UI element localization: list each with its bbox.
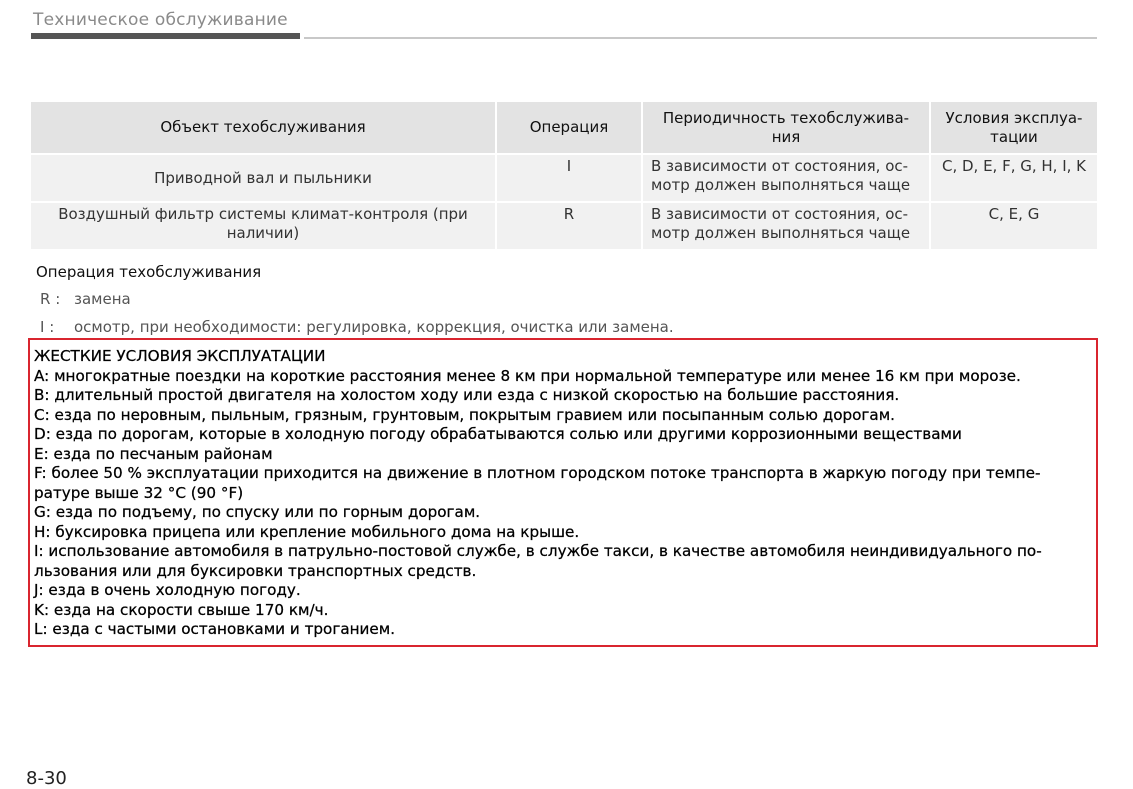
column-header-interval-text: Периодичность техобслужива- ния bbox=[662, 108, 910, 146]
table-row bbox=[31, 202, 1097, 249]
harsh-condition-line: J: езда в очень холодную погоду. bbox=[34, 581, 301, 599]
harsh-condition-line: L: езда с частыми остановками и троганием. bbox=[34, 620, 396, 638]
table-header-row bbox=[31, 102, 1097, 154]
harsh-conditions-box bbox=[28, 338, 1098, 647]
harsh-condition-line: C: езда по неровным, пыльным, грязным, грунтовым, покрытым гравием или посыпанным солью дорогам. bbox=[34, 405, 896, 424]
page-number: 8-30 bbox=[26, 768, 67, 789]
harsh-condition-line: I: использование автомобиля в патрульно-постовой службе, в службе такси, в качестве автомобиля неиндивидуального по- bbox=[34, 542, 1042, 560]
legend-text: осмотр, при необходимости: регулировка, коррекция, очистка или замена. bbox=[74, 318, 674, 336]
harsh-condition-line: ратуре выше 32 °C (90 °F) bbox=[34, 483, 244, 502]
cell-item: Приводной вал и пыльники bbox=[31, 154, 496, 202]
harsh-condition-line: A: многократные поездки на короткие расстояния менее 8 км при нормальной температуре или менее 16 км при морозе. bbox=[34, 366, 1021, 385]
legend-item bbox=[40, 318, 674, 336]
cell-interval-line: мотр должен выполняться чаще bbox=[651, 224, 911, 242]
cell-conditions: C, E, G bbox=[930, 202, 1097, 249]
cell-interval-line: В зависимости от состояния, ос- bbox=[651, 205, 909, 223]
cell-item-line: наличии) bbox=[226, 224, 300, 242]
harsh-conditions-title: ЖЕСТКИЕ УСЛОВИЯ ЭКСПЛУАТАЦИИ bbox=[34, 347, 326, 365]
cell-interval-line: мотр должен выполняться чаще bbox=[651, 176, 911, 194]
legend-code: R : bbox=[40, 290, 61, 308]
cell-operation: R bbox=[496, 202, 642, 249]
cell-interval bbox=[642, 154, 930, 202]
cell-operation: I bbox=[496, 154, 642, 202]
section-title: Техническое обслуживание bbox=[33, 10, 288, 30]
header-rule bbox=[304, 37, 1097, 39]
harsh-condition-line: B: длительный простой двигателя на холостом ходу или езда с низкой скоростью на большие расстояния. bbox=[34, 386, 900, 404]
legend-text: замена bbox=[74, 290, 131, 308]
harsh-condition-line: D: езда по дорогам, которые в холодную погоду обрабатываются солью или другими коррозионными веществами bbox=[34, 425, 962, 443]
column-header-operation: Операция bbox=[496, 102, 642, 154]
legend-item bbox=[40, 290, 131, 308]
cell-interval-line: В зависимости от состояния, ос- bbox=[651, 157, 909, 175]
column-header-conditions-text: Условия эксплуа- тации bbox=[945, 108, 1083, 146]
column-header-interval bbox=[642, 102, 930, 154]
harsh-condition-line: E: езда по песчаным районам bbox=[34, 444, 273, 463]
cell-conditions: C, D, E, F, G, H, I, K bbox=[930, 154, 1097, 202]
cell-item bbox=[31, 202, 496, 249]
maintenance-table bbox=[31, 102, 1097, 249]
legend-code: I : bbox=[40, 318, 55, 336]
harsh-condition-line: G: езда по подъему, по спуску или по горным дорогам. bbox=[34, 503, 481, 521]
legend-title: Операция техобслуживания bbox=[36, 263, 262, 281]
cell-item-line: Воздушный фильтр системы климат-контроля (при bbox=[58, 205, 468, 223]
column-header-item: Объект техобслуживания bbox=[31, 102, 496, 154]
table-row bbox=[31, 154, 1097, 202]
cell-interval bbox=[642, 202, 930, 249]
harsh-condition-line: H: буксировка прицепа или крепление мобильного дома на крыше. bbox=[34, 522, 580, 541]
harsh-condition-line: F: более 50 % эксплуатации приходится на движение в плотном городском потоке транспорта в жаркую погоду при темпе- bbox=[34, 464, 1041, 482]
header-rule-accent bbox=[31, 33, 300, 39]
column-header-conditions bbox=[930, 102, 1097, 154]
harsh-condition-line: льзования или для буксировки транспортных средств. bbox=[34, 561, 477, 580]
harsh-condition-line: K: езда на скорости свыше 170 км/ч. bbox=[34, 600, 329, 619]
